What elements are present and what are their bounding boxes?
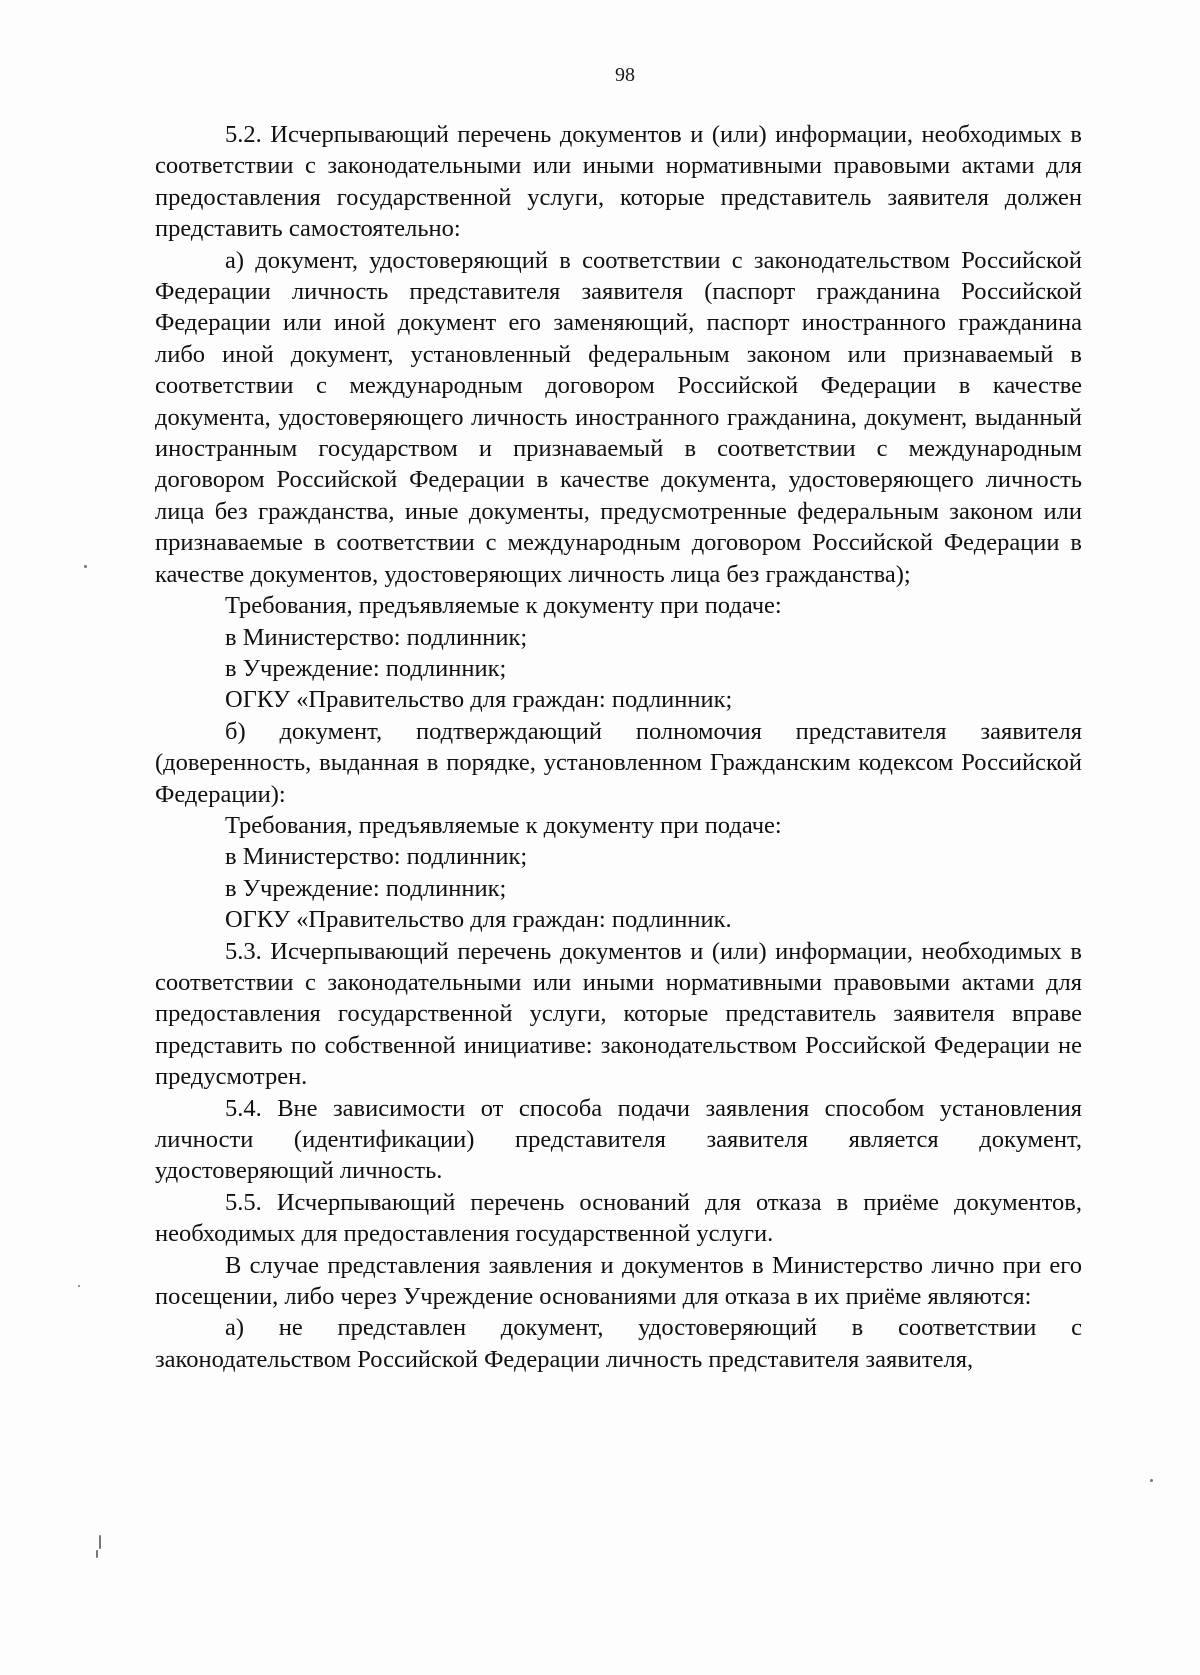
scan-speck [78, 1285, 80, 1287]
page-number: 98 [615, 64, 635, 86]
requirements-heading: Требования, предъявляемые к документу при подаче: [225, 592, 782, 620]
requirement-ministry: в Министерство: подлинник; [225, 843, 528, 871]
scan-speck [99, 1535, 101, 1549]
paragraph-5-4: 5.4. Вне зависимости от способа подачи заявления способом установления личности (идентификации) представителя заявителя является документ, удостоверяющий личность. [155, 1094, 1082, 1185]
paragraph-5-2-b: б) документ, подтверждающий полномочия представителя заявителя (доверенность, выданная в порядке, установленном Гражданским кодексом Российской Федерации): [155, 717, 1082, 808]
paragraph-refusal-grounds: В случае представления заявления и документов в Министерство лично при его посещении, либо через Учреждение основаниями для отказа в их приёме являются: [155, 1251, 1082, 1311]
paragraph-refusal-a: а) не представлен документ, удостоверяющий в соответствии с законодательством Российской Федерации личность представителя заявителя, [155, 1314, 1082, 1373]
document-body [155, 119, 1082, 1375]
requirements-heading: Требования, предъявляемые к документу при подаче: [225, 811, 782, 839]
paragraph-5-2: 5.2. Исчерпывающий перечень документов и (или) информации, необходимых в соответствии с законодательными или иными нормативными правовыми актами для предоставления государственной услуги, которые представитель заявителя должен представить самостоятельно: [155, 121, 1082, 243]
scan-speck [96, 1550, 98, 1558]
paragraph-5-5: 5.5. Исчерпывающий перечень оснований для отказа в приёме документов, необходимых для предоставления государственной услуги. [155, 1188, 1082, 1248]
paragraph-5-3: 5.3. Исчерпывающий перечень документов и (или) информации, необходимых в соответствии с законодательными или иными нормативными правовыми актами для предоставления государственной услуги, которые представитель заявителя вправе представить по собственной инициативе: законодательством Российской Федерации не предусмотрен. [155, 937, 1082, 1091]
requirement-ogku: ОГКУ «Правительство для граждан: подлинник; [225, 686, 733, 714]
requirement-ministry: в Министерство: подлинник; [225, 623, 528, 651]
requirement-institution: в Учреждение: подлинник; [225, 654, 507, 682]
requirement-institution: в Учреждение: подлинник; [225, 874, 507, 902]
scan-speck [84, 565, 87, 568]
paragraph-5-2-a: а) документ, удостоверяющий в соответствии с законодательством Российской Федерации личность представителя заявителя (паспорт гражданина Российской Федерации или иной документ его заменяющий, паспорт иностранного гражданина либо иной документ, установленный федеральным законом или признаваемый в соответствии с международным договором Российской Федерации в качестве документа, удостоверяющего личность иностранного гражданина, документ, выданный иностранным государством и признаваемый в соответствии с международным договором Российской Федерации в качестве документа, удостоверяющего личность лица без гражданства, иные документы, предусмотренные федеральным законом или признаваемые в соответствии с международным договором Российской Федерации в качестве документов, удостоверяющих личность лица без гражданства); [155, 246, 1082, 588]
scan-speck [1150, 1479, 1153, 1482]
requirement-ogku: ОГКУ «Правительство для граждан: подлинник. [225, 906, 732, 934]
